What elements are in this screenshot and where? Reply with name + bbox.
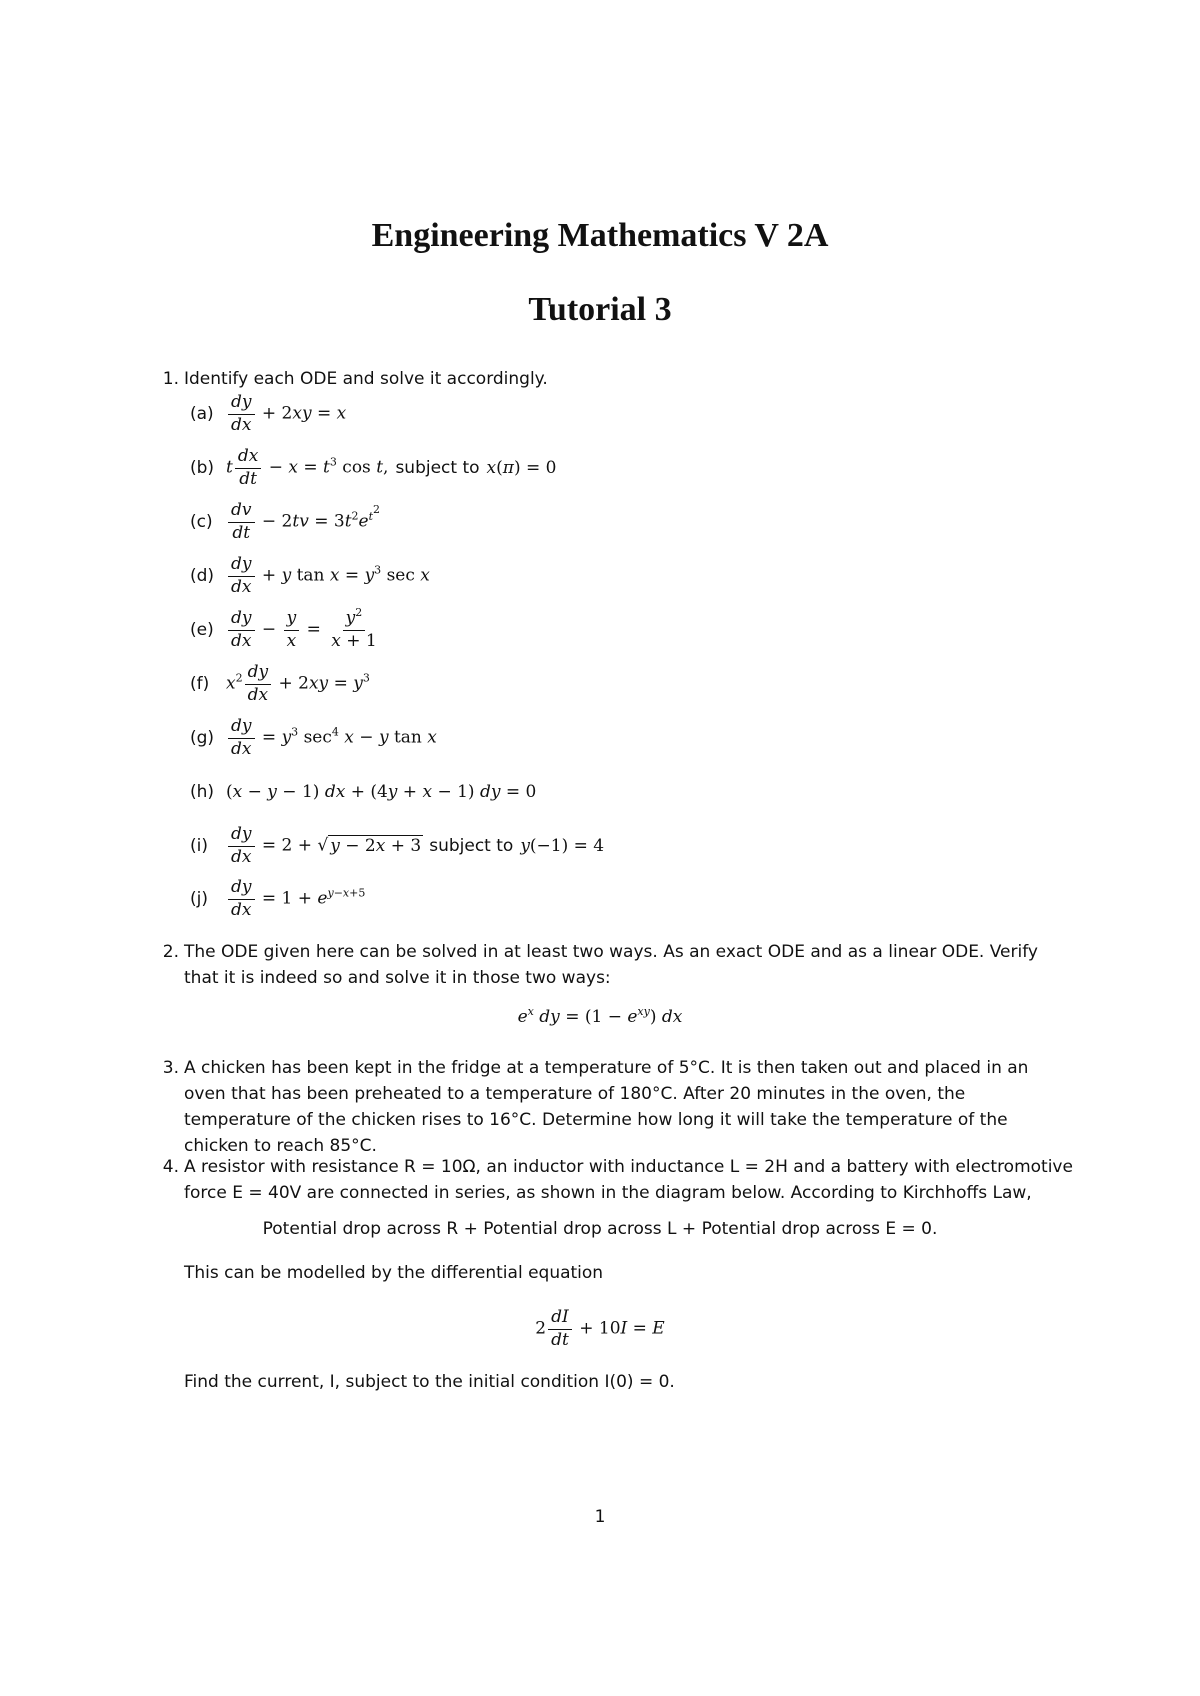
equation-e: $\frac{dy}{dx}$ − $\frac{y}{x}$ = $\frac{y^2}{x + 1}$	[226, 609, 382, 651]
question-text: The ODE given here can be solved in at least two ways. As an exact ODE and as a linear ODE. Verify that it is indeed so and solve it in those two ways:	[184, 942, 1038, 988]
part-e	[190, 604, 382, 656]
equation-a: $\frac{dy}{dx}$ + 2xy = x	[226, 393, 346, 435]
part-f	[190, 658, 370, 710]
find-text: Find the current, I, subject to the initial condition I(0) = 0.	[184, 1372, 675, 1392]
part-j	[190, 873, 365, 925]
equation-g: $\frac{dy}{dx}$ = $y^3$ $\sec^4 x - y$ tan x	[226, 717, 437, 759]
page-title: Engineering Mathematics V 2A	[371, 217, 829, 254]
part-i	[190, 820, 604, 872]
question-number: 2.	[162, 942, 179, 962]
question-number: 3.	[162, 1058, 179, 1078]
condition-i: y(−1) = 4	[520, 836, 605, 856]
model-text: This can be modelled by the differential equation	[184, 1263, 604, 1283]
part-g	[190, 712, 437, 764]
part-label: (e)	[190, 620, 214, 640]
question-text: Identify each ODE and solve it accordingly.	[184, 369, 548, 389]
part-label: (c)	[190, 512, 213, 532]
equation-h: (x − y − 1) dx + (4y + x − 1) dy = 0	[226, 782, 537, 802]
condition-label: subject to	[395, 458, 480, 478]
equation-d: $\frac{dy}{dx}$ + y $\tan x = y^3$ sec x	[226, 555, 430, 597]
equation-q2: $e^x$ dy = $(1 - e^{xy})$ dx	[517, 1005, 683, 1027]
equation-b: t $\frac{dx}{dt}$ − $x = t^3$ cos t,	[226, 445, 389, 489]
equation-f: $x^2$ $\frac{dy}{dx}$ + $2xy = y^3$	[226, 661, 370, 705]
page-number: 1	[594, 1507, 606, 1527]
part-c	[190, 496, 380, 548]
question-number: 4.	[162, 1157, 179, 1177]
question-number: 1.	[162, 369, 179, 389]
part-d	[190, 550, 430, 602]
part-label: (d)	[190, 566, 215, 586]
part-label: (j)	[190, 889, 208, 909]
part-label: (h)	[190, 782, 215, 802]
question-text: A resistor with resistance R = 10Ω, an inductor with inductance L = 2H and a battery with electromotive force E = 40V are connected in series, as shown in the diagram below. According to Kirchhoffs Law,	[184, 1157, 1073, 1203]
part-label: (i)	[190, 836, 208, 856]
condition-label: subject to	[429, 836, 514, 856]
part-a	[190, 388, 346, 440]
part-label: (a)	[190, 404, 214, 424]
kirchhoff-law: Potential drop across R + Potential drop across L + Potential drop across E = 0.	[262, 1219, 938, 1239]
part-label: (b)	[190, 458, 215, 478]
equation-q4: 2 $\frac{dI}{dt}$ + 10I = E	[535, 1307, 665, 1350]
page-subtitle: Tutorial 3	[528, 291, 672, 328]
part-label: (g)	[190, 728, 215, 748]
question-text: A chicken has been kept in the fridge at a temperature of 5°C. It is then taken out and placed in an oven that has been preheated to a temperature of 180°C. After 20 minutes in the oven, the temperature of the chicken rises to 16°C. Determine how long it will take the temperature of the chicken to reach 85°C.	[184, 1058, 1029, 1156]
condition-b: x(π) = 0	[486, 458, 557, 478]
equation-i: $\frac{dy}{dx}$ = 2 + √ y − 2x + 3	[226, 825, 423, 867]
part-label: (f)	[190, 674, 210, 694]
part-h	[190, 766, 536, 818]
part-b	[190, 442, 556, 494]
equation-c: $\frac{dv}{dt}$ − $2tv = 3t^2e^{t^2}$	[226, 501, 380, 543]
equation-j: $\frac{dy}{dx}$ = $1 + e^{y-x+5}$	[226, 878, 365, 920]
